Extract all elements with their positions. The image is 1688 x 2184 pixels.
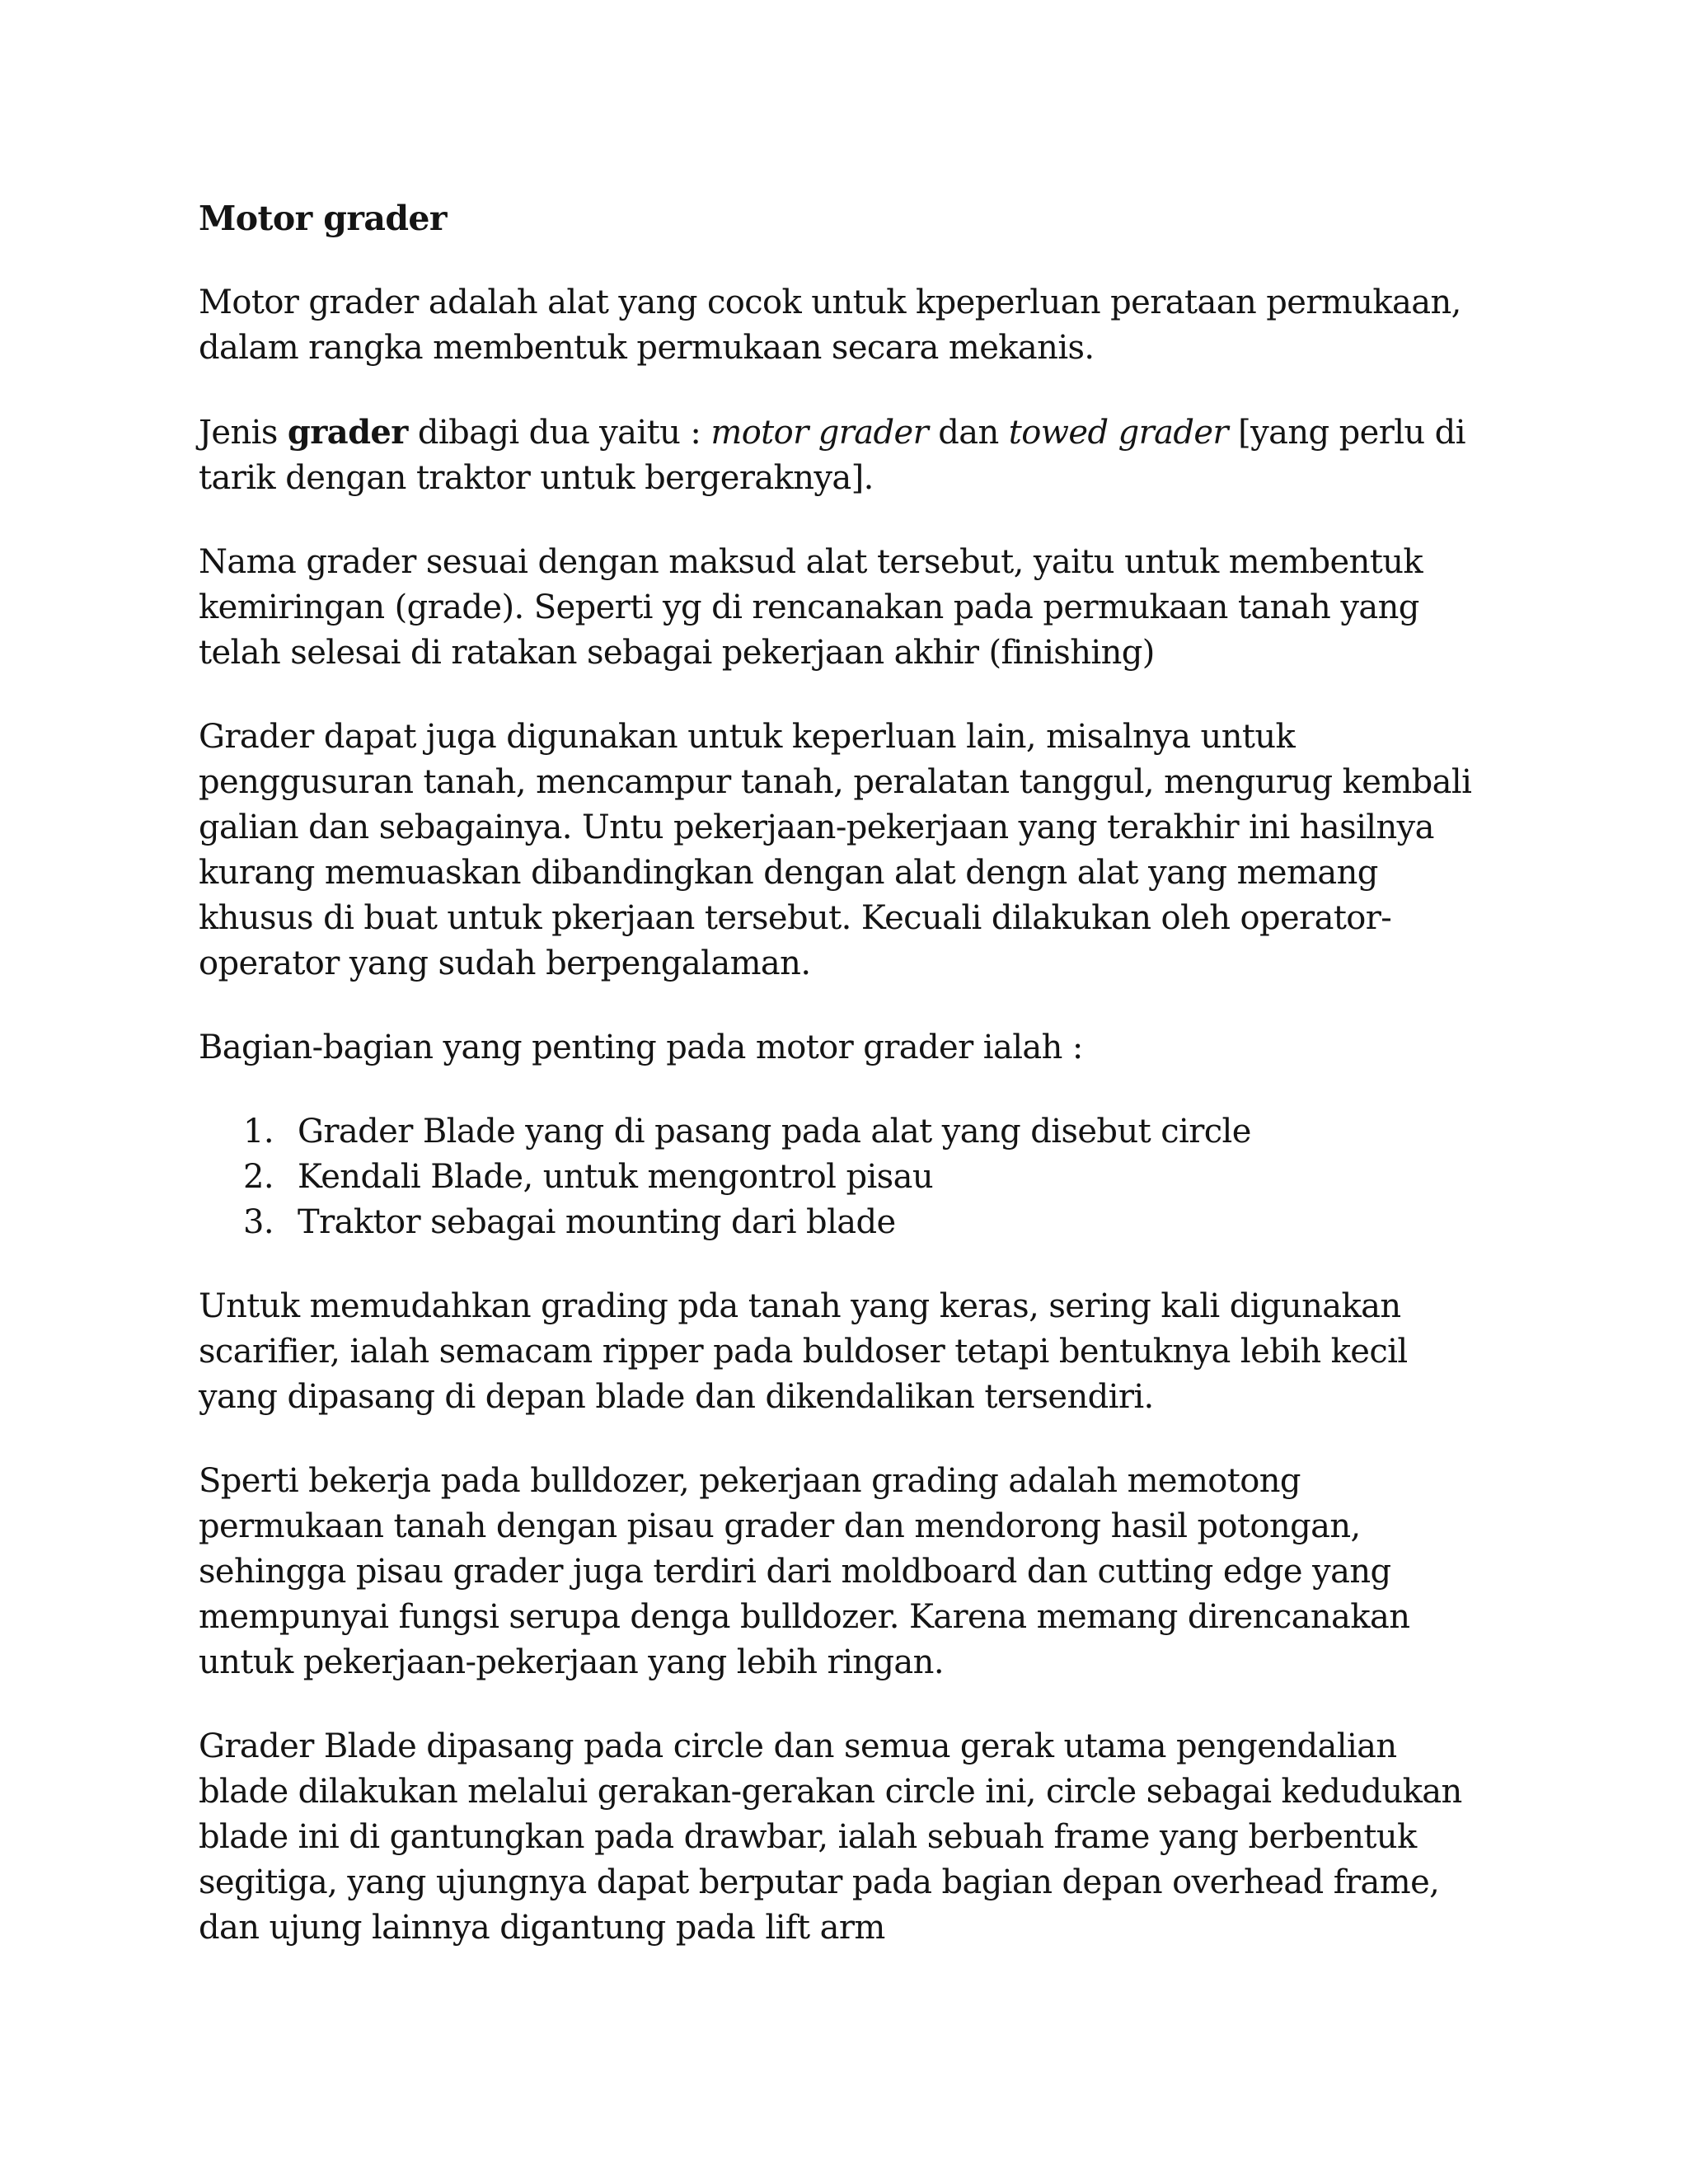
text-segment: [yang perlu di tarik dengan traktor untuk bergeraknya]. (199, 414, 1465, 497)
paragraph-definition: Motor grader adalah alat yang cocok untuk kpeperluan perataan permukaan, dalam rangka membentuk permukaan secara mekanis. (199, 284, 1461, 367)
text-segment: dan (928, 414, 1009, 452)
list-number: 2. (243, 1158, 274, 1196)
text-segment: Jenis (199, 414, 288, 452)
bold-term: grader (287, 413, 408, 452)
list-item (199, 1155, 1484, 1200)
document-title: Motor grader (199, 199, 447, 238)
paragraph-name-origin: Nama grader sesuai dengan maksud alat tersebut, yaitu untuk membentuk kemiringan (grade). Seperti yg di rencanakan pada permukaan tanah yang telah selesai di ratakan sebagai pekerjaan akhir (finishing) (199, 543, 1423, 672)
document-body (199, 196, 1484, 1990)
paragraph-blade-mounting: Grader Blade dipasang pada circle dan semua gerak utama pengendalian blade dilakukan melalui gerakan-gerakan circle ini, circle sebagai kedudukan blade ini di gantungkan pada drawbar, ialah sebuah frame yang berbentuk segitiga, yang ujungnya dapat berputar pada bagian depan overhead frame, dan ujung lainnya digantung pada lift arm (199, 1727, 1462, 1947)
list-item (199, 1200, 1484, 1245)
paragraph-grader-types (199, 410, 1484, 501)
list-item-text: Kendali Blade, untuk mengontrol pisau (298, 1158, 933, 1196)
list-item-text: Traktor sebagai mounting dari blade (298, 1203, 896, 1241)
italic-term-motor-grader: motor grader (710, 414, 929, 452)
list-number: 3. (243, 1203, 274, 1241)
paragraph-other-uses: Grader dapat juga digunakan untuk keperluan lain, misalnya untuk penggusuran tanah, mencampur tanah, peralatan tanggul, mengurug kembali galian dan sebagainya. Untu pekerjaan-pekerjaan yang terakhir ini hasilnya kurang memuaskan dibandingkan dengan alat dengn alat yang memang khusus di buat untuk pkerjaan tersebut. Kecuali dilakukan oleh operator-operator yang sudah berpengalaman. (199, 718, 1472, 982)
text-segment: dibagi dua yaitu : (407, 414, 711, 452)
parts-list (199, 1109, 1484, 1245)
italic-term-towed-grader: towed grader (1008, 414, 1228, 452)
paragraph-grading-work: Sperti bekerja pada bulldozer, pekerjaan grading adalah memotong permukaan tanah dengan pisau grader dan mendorong hasil potongan, sehingga pisau grader juga terdiri dari moldboard dan cutting edge yang mempunyai fungsi serupa denga bulldozer. Karena memang direncanakan untuk pekerjaan-pekerjaan yang lebih ringan. (199, 1462, 1410, 1681)
list-item (199, 1109, 1484, 1155)
paragraph-parts-intro: Bagian-bagian yang penting pada motor grader ialah : (199, 1029, 1083, 1066)
list-item-text: Grader Blade yang di pasang pada alat yang disebut circle (298, 1113, 1251, 1151)
list-number: 1. (243, 1113, 274, 1151)
paragraph-scarifier: Untuk memudahkan grading pda tanah yang keras, sering kali digunakan scarifier, ialah semacam ripper pada buldoser tetapi bentuknya lebih kecil yang dipasang di depan blade dan dikendalikan tersendiri. (199, 1287, 1408, 1416)
